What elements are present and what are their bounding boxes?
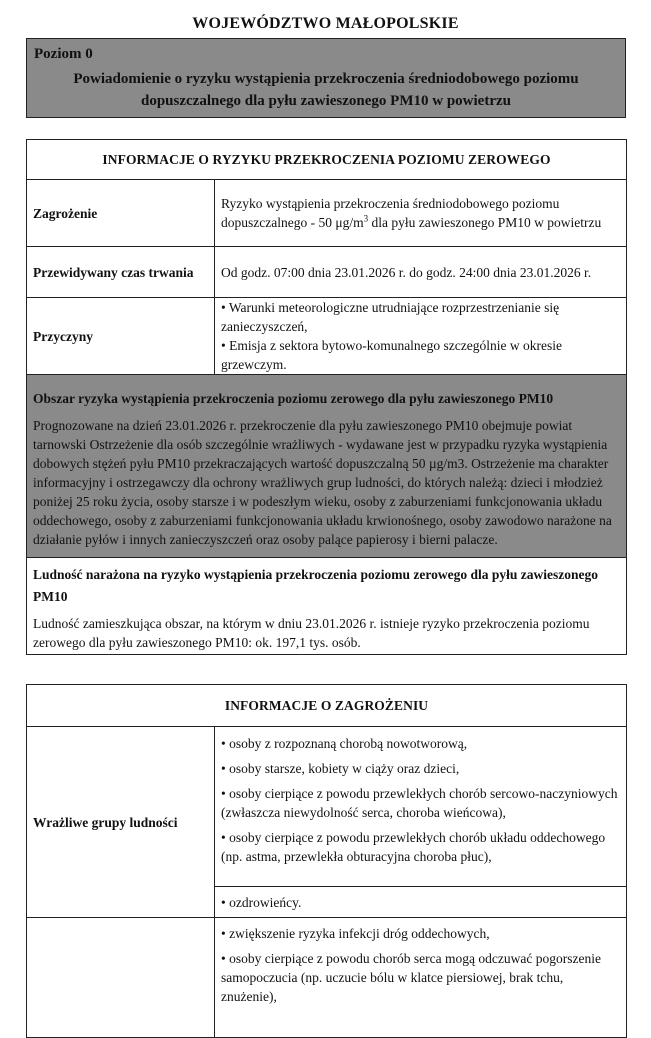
sensitive-groups-label: Wrażliwe grupy ludności: [27, 727, 215, 918]
risk-info-heading: INFORMACJE O RYZYKU PRZEKROCZENIA POZIOMU ZEROWEGO: [27, 140, 627, 180]
region-title: WOJEWÓDZTWO MAŁOPOLSKIE: [192, 15, 459, 32]
sensitive-groups-list: [215, 727, 627, 887]
cause-item: • Warunki meteorologiczne utrudniające rozprzestrzenianie się zanieczyszczeń,: [221, 300, 560, 334]
population-title: Ludność narażona na ryzyko wystąpienia przekroczenia poziomu zerowego dla pyłu zawieszonego PM10: [33, 567, 598, 604]
population-text: Ludność zamieszkująca obszar, na którym w dniu 23.01.2026 r. istnieje ryzyko przekroczenia poziomu zerowego dla pyłu zawieszonego PM10: ok. 197,1 tys. osób.: [33, 616, 590, 650]
sensitive-item: • osoby cierpiące z powodu przewlekłych chorób sercowo-naczyniowych (zwłaszcza niewydolność serca, choroba wieńcowa),: [221, 786, 618, 820]
effect-item: • osoby cierpiące z powodu chorób serca mogą odczuwać pogorszenie samopoczucia (np. uczucie bólu w klatce piersiowej, brak tchu, znużenie),: [221, 951, 601, 1004]
effects-label-cell: [27, 918, 215, 1038]
notice-title: Powiadomienie o ryzyku wystąpienia przekroczenia średniodobowego poziomu dopuszczalnego dla pyłu zawieszonego PM10 w powietrzu: [73, 71, 579, 109]
duration-label: Przewidywany czas trwania: [27, 247, 215, 298]
causes-value: [215, 298, 627, 375]
sensitive-item: • osoby cierpiące z powodu przewlekłych chorób układu oddechowego (np. astma, przewlekła obturacyjna choroba płuc),: [221, 830, 606, 864]
effects-list: [215, 918, 627, 1038]
cause-item: • Emisja z sektora bytowo-komunalnego szczególnie w okresie grzewczym.: [221, 338, 563, 372]
risk-area-title: Obszar ryzyka wystąpienia przekroczenia poziomu zerowego dla pyłu zawieszonego PM10: [33, 391, 554, 406]
threat-info-table: [26, 684, 627, 1038]
threat-label: Zagrożenie: [27, 180, 215, 247]
risk-area-text: Prognozowane na dzień 23.01.2026 r. przekroczenie dla pyłu zawieszonego PM10 obejmuje powiat tarnowski Ostrzeżenie dla osób szczególnie wrażliwych - wydawane jest w przypadku ryzyka wystąpienia dobowych stężeń pyłu PM10 przekraczających wartość dopuszczalną 50 µg/m3. Ostrzeżenie ma charakter informacyjny i ostrzegawczy dla ochrony wrażliwych grup ludności, do których należą: dzieci i młodzież poniżej 25 roku życia, osoby starsze i w podeszłym wieku, osoby z zaburzeniami funkcjonowania układu oddechowego, osoby z zaburzeniami funkcjonowania układu krwionośnego, osoby zawodowo narażone na działanie pyłów i innych zanieczyszczeń oraz osoby palące papierosy i bierni palacze.: [33, 418, 612, 547]
level-label: Poziom 0: [34, 46, 93, 62]
population-section: [27, 558, 627, 655]
threat-info-heading: INFORMACJE O ZAGROŻENIU: [27, 685, 627, 727]
sensitive-item: • osoby starsze, kobiety w ciąży oraz dzieci,: [221, 761, 460, 776]
sensitive-last-item: • ozdrowieńcy.: [215, 887, 627, 918]
duration-value: Od godz. 07:00 dnia 23.01.2026 r. do godz. 24:00 dnia 23.01.2026 r.: [215, 247, 627, 298]
effect-item: • zwiększenie ryzyka infekcji dróg oddechowych,: [221, 926, 490, 941]
level-box: [26, 38, 626, 118]
sensitive-item: • osoby z rozpoznaną chorobą nowotworową,: [221, 736, 468, 751]
threat-value: Ryzyko wystąpienia przekroczenia średniodobowego poziomu dopuszczalnego - 50 $\mu g/m^3$ dla pyłu zawieszonego PM10 w powietrzu: [215, 180, 627, 247]
causes-label: Przyczyny: [27, 298, 215, 375]
risk-area-section: [27, 375, 627, 558]
risk-info-table: [26, 139, 627, 655]
